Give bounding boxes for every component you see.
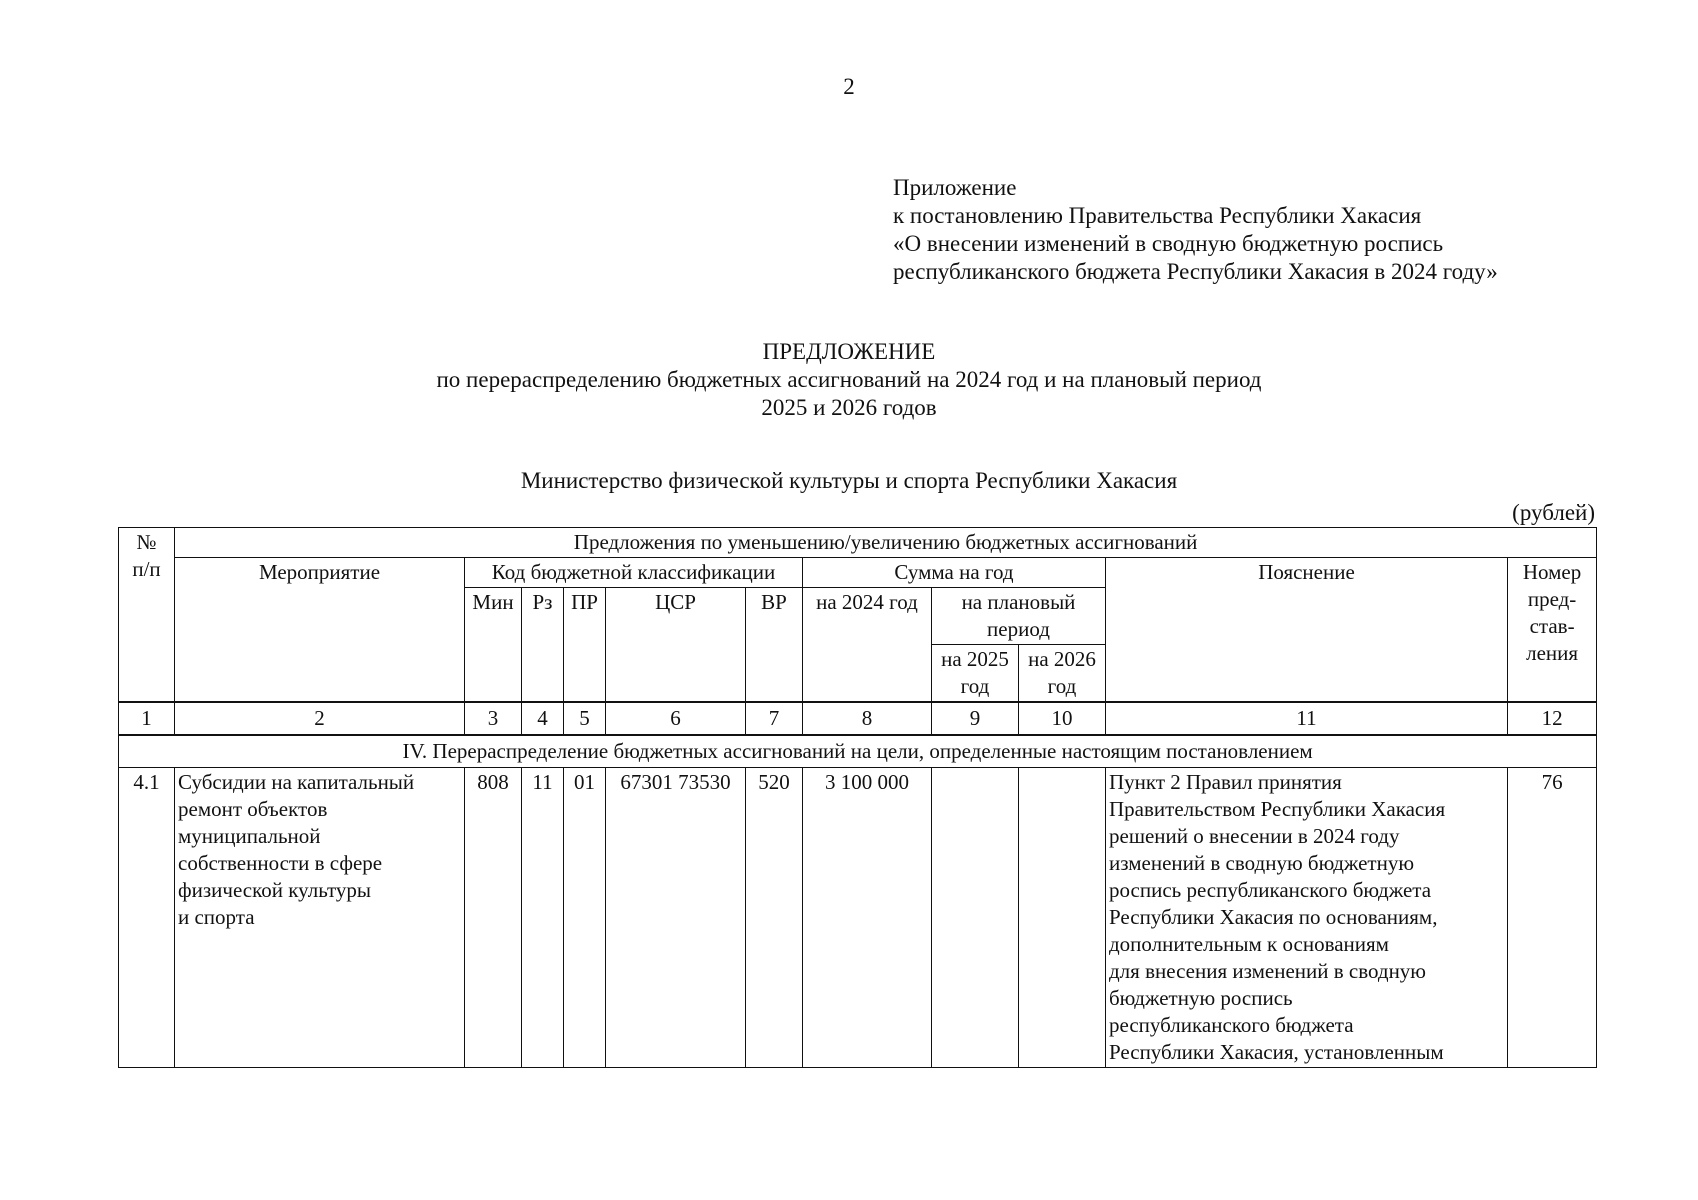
row-csr: 67301 73530	[606, 768, 746, 1068]
header-submission-number: Номер пред- став- ления	[1508, 558, 1597, 703]
title-line: по перераспределению бюджетных ассигнований на 2024 год и на плановый период	[436, 367, 1262, 392]
row-amount-2026	[1019, 768, 1106, 1068]
header-rz: Рз	[522, 588, 564, 703]
header-2024: на 2024 год	[803, 588, 932, 703]
column-number-row	[119, 702, 1597, 735]
table-row	[119, 768, 1597, 1068]
header-planned-period: на плановый период	[932, 588, 1106, 645]
column-number: 8	[803, 702, 932, 735]
title-main: ПРЕДЛОЖЕНИЕ	[762, 339, 936, 364]
row-amount-2024: 3 100 000	[803, 768, 932, 1068]
header-proposals: Предложения по уменьшению/увеличению бюджетных ассигнований	[175, 528, 1597, 558]
appendix-line: республиканского бюджета Республики Хакасия в 2024 году»	[893, 259, 1498, 284]
header-2025: на 2025 год	[932, 645, 1019, 703]
header-number: № п/п	[119, 528, 175, 703]
header-explanation: Пояснение	[1106, 558, 1508, 703]
appendix-line: Приложение	[893, 175, 1017, 200]
row-vr: 520	[746, 768, 803, 1068]
column-number: 5	[564, 702, 606, 735]
column-number: 4	[522, 702, 564, 735]
budget-table	[118, 527, 1597, 1068]
header-vr: ВР	[746, 588, 803, 703]
header-pr: ПР	[564, 588, 606, 703]
column-number: 7	[746, 702, 803, 735]
column-number: 2	[175, 702, 465, 735]
header-csr: ЦСР	[606, 588, 746, 703]
document-title	[0, 338, 1698, 422]
row-activity: Субсидии на капитальный ремонт объектов муниципальной собственности в сфере физической культуры и спорта	[175, 768, 465, 1068]
page-number: 2	[843, 74, 855, 99]
appendix-line: «О внесении изменений в сводную бюджетную роспись	[893, 231, 1444, 256]
row-min: 808	[465, 768, 522, 1068]
column-number: 1	[119, 702, 175, 735]
header-activity: Мероприятие	[175, 558, 465, 703]
units-label: (рублей)	[1512, 500, 1595, 525]
header-sum: Сумма на год	[803, 558, 1106, 588]
column-number: 11	[1106, 702, 1508, 735]
title-line: 2025 и 2026 годов	[761, 395, 937, 420]
row-pr: 01	[564, 768, 606, 1068]
row-amount-2025	[932, 768, 1019, 1068]
column-number: 9	[932, 702, 1019, 735]
row-explanation: Пункт 2 Правил принятия Правительством Республики Хакасия решений о внесении в 2024 году изменений в сводную бюджетную роспись республиканского бюджета Республики Хакасия по основаниям, дополнительным к основаниям для внесения изменений в сводную бюджетную роспись республиканского бюджета Республики Хакасия, установленным	[1106, 768, 1508, 1068]
appendix-line: к постановлению Правительства Республики Хакасия	[893, 203, 1422, 228]
ministry-name: Министерство физической культуры и спорта Республики Хакасия	[520, 468, 1178, 493]
row-number: 4.1	[119, 768, 175, 1068]
row-rz: 11	[522, 768, 564, 1068]
column-number: 10	[1019, 702, 1106, 735]
column-number: 12	[1508, 702, 1597, 735]
header-budget-code: Код бюджетной классификации	[465, 558, 803, 588]
column-number: 6	[606, 702, 746, 735]
section-heading: IV. Перераспределение бюджетных ассигнований на цели, определенные настоящим постановлением	[119, 735, 1597, 768]
header-min: Мин	[465, 588, 522, 703]
column-number: 3	[465, 702, 522, 735]
appendix-block	[893, 174, 1498, 286]
row-submission-number: 76	[1508, 768, 1597, 1068]
header-2026: на 2026 год	[1019, 645, 1106, 703]
